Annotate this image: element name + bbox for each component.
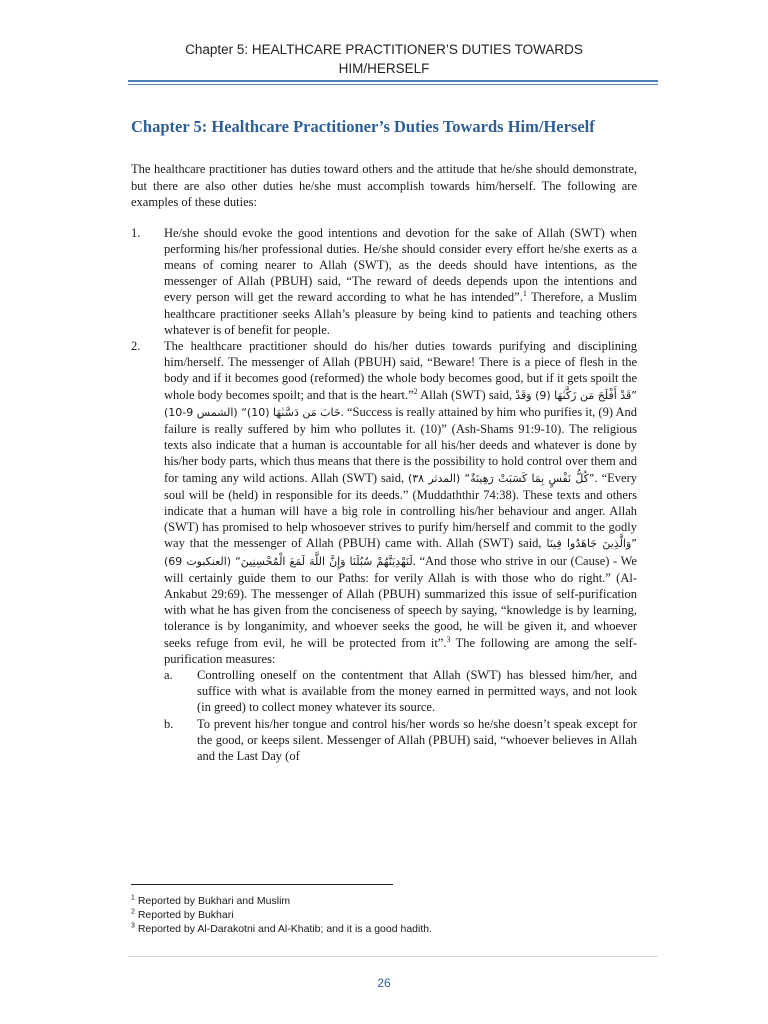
duty-text: He/she should evoke the good intentions and devotion for the sake of Allah (SWT) when performing his/her professional duties. He/she should consider every effort he/she exerts as a means of coming nearer to Allah (SWT), as the deeds should have intentions, as the messenger of Allah (PBUH) said, “The reward of deeds depends upon the intentions and every person will get the reward according to what he has intended”. <box>164 225 637 305</box>
sub-item-text: To prevent his/her tongue and control his/her words so he/she doesn’t speak except for the good, or keeps silent. Messenger of Allah (PBUH) said, “whoever believes in Allah and the Last Day (of <box>197 716 637 763</box>
duty-item-2 <box>131 338 637 764</box>
duty-text-cont: . “Every soul will be (held) in responsible for its deeds.” (Muddaththir 74:38). These texts and others indicate that a human will have a big role in controlling his/her behaviour and anger. Allah (SWT) has promised to help whosoever strives to purify him/herself and commit to the godly way that the messenger of Allah (PBUH) came with. Allah (SWT) said, <box>164 470 637 551</box>
duty-number: 2. <box>131 338 141 353</box>
duty-item-1 <box>131 225 637 338</box>
footnote-3 <box>131 922 637 936</box>
footnote-mark: 3 <box>131 922 135 930</box>
footnote-ref[interactable]: 2 <box>413 386 418 396</box>
sub-item-a <box>164 667 637 716</box>
duty-text-cont: . “And those who strive in our (Cause) - We will certainly guide them to our Paths: for verily Allah is with those who do right.” (Al-Ankabut 29:69). The messenger of Allah (PBUH) summarized this issue of self-purification with what he has given from the conciseness of speech by saying, “knowledge is by learning, tolerance is by longanimity, and whoever seeks the good, he will be given it, and whoever seeks refuge from evil, he will be protected from it”. <box>164 553 637 650</box>
duties-list <box>131 225 637 765</box>
sub-item-letter: b. <box>164 716 174 731</box>
sub-item-text: Controlling oneself on the contentment that Allah (SWT) has blessed him/her, and suffice with what is available from the money earned in permitted ways, and not look (in greed) to collect money whatever its source. <box>197 667 637 715</box>
footnote-2 <box>131 908 637 922</box>
footnote-mark: 2 <box>131 908 135 916</box>
duty-text-cont: Allah (SWT) said, <box>417 387 516 402</box>
intro-paragraph: The healthcare practitioner has duties toward others and the attitude that he/she should demonstrate, but there are also other duties he/she must accomplish towards him/herself. The following are examples of these duties: <box>131 162 637 209</box>
footnote-ref[interactable]: 3 <box>446 634 451 644</box>
duty-number: 1. <box>131 225 141 240</box>
footnote-text: Reported by Bukhari and Muslim <box>134 895 291 907</box>
chapter-title: Chapter 5: Healthcare Practitioner’s Duties Towards Him/Herself <box>131 117 595 136</box>
duty-text-cont: Therefore, a Muslim healthcare practitioner seeks Allah’s pleasure by being kind to patients and teaching others whatever is of benefit for people. <box>164 290 637 337</box>
arabic-verse: ”وَالَّذِينَ جَاهَدُوا فِينَا لَنَهْدِيَنَّهُمْ سُبُلَنَا وَإِنَّ اللَّهَ لَمَعَ الْمُحْسِنِينَ“ (العنكبوت 69) <box>164 537 638 568</box>
header-rule-bottom <box>128 84 658 85</box>
footnote-text: Reported by Al-Darakotni and Al-Khatib; and it is a good hadith. <box>134 923 433 935</box>
page-body <box>131 117 637 764</box>
footnote-1 <box>131 894 637 908</box>
footnote-text: Reported by Bukhari <box>134 909 234 921</box>
footnote-separator <box>131 884 393 885</box>
sub-item-letter: a. <box>164 667 173 682</box>
running-header-line-1: Chapter 5: HEALTHCARE PRACTITIONER’S DUTIES TOWARDS <box>185 42 583 57</box>
arabic-verse: ”قَدْ أَفْلَحَ مَن زَكَّىٰهَا (9) وَقَدْ خَابَ مَن دَسَّىٰهَا (10)“ (الشمس 9-10) <box>164 388 637 419</box>
footnote-mark: 1 <box>131 894 135 902</box>
self-purification-list <box>164 667 637 764</box>
running-header-line-2: HIM/HERSELF <box>338 61 430 76</box>
header-rule-top <box>128 80 658 82</box>
duty-text-cont: The following are among the self-purification measures: <box>164 635 637 666</box>
arabic-verse: ”كُلُّ نَفْسٍ بِمَا كَسَبَتْ رَهِينَةٌ“ (المدثر ٣٨) <box>407 471 595 485</box>
footnotes <box>131 894 637 936</box>
footer-rule <box>128 956 658 957</box>
page-number: 26 <box>377 976 391 990</box>
duty-text-cont: . “Success is really attained by him who purifies it, (9) And failure is really suffered by him who pollutes it. (10)” (Ash-Shams 91:9-10). The religious texts also indicate that a human is accountable for all his/her deeds and whatever is done by his/her body parts, which thus means that there is the possibility to hold control over them and for taming any wild actions. Allah (SWT) said, <box>164 404 637 485</box>
running-header <box>0 40 768 78</box>
sub-item-b <box>164 716 637 765</box>
duty-text: The healthcare practitioner should do his/her duties towards purifying and disciplining him/herself. The messenger of Allah (PBUH) said, “Beware! There is a piece of flesh in the body and if it becomes good (reformed) the whole body becomes good, but if it gets spoilt the whole body becomes spoilt; and that is the heart.” <box>164 338 637 402</box>
footnote-ref[interactable]: 1 <box>522 289 527 299</box>
